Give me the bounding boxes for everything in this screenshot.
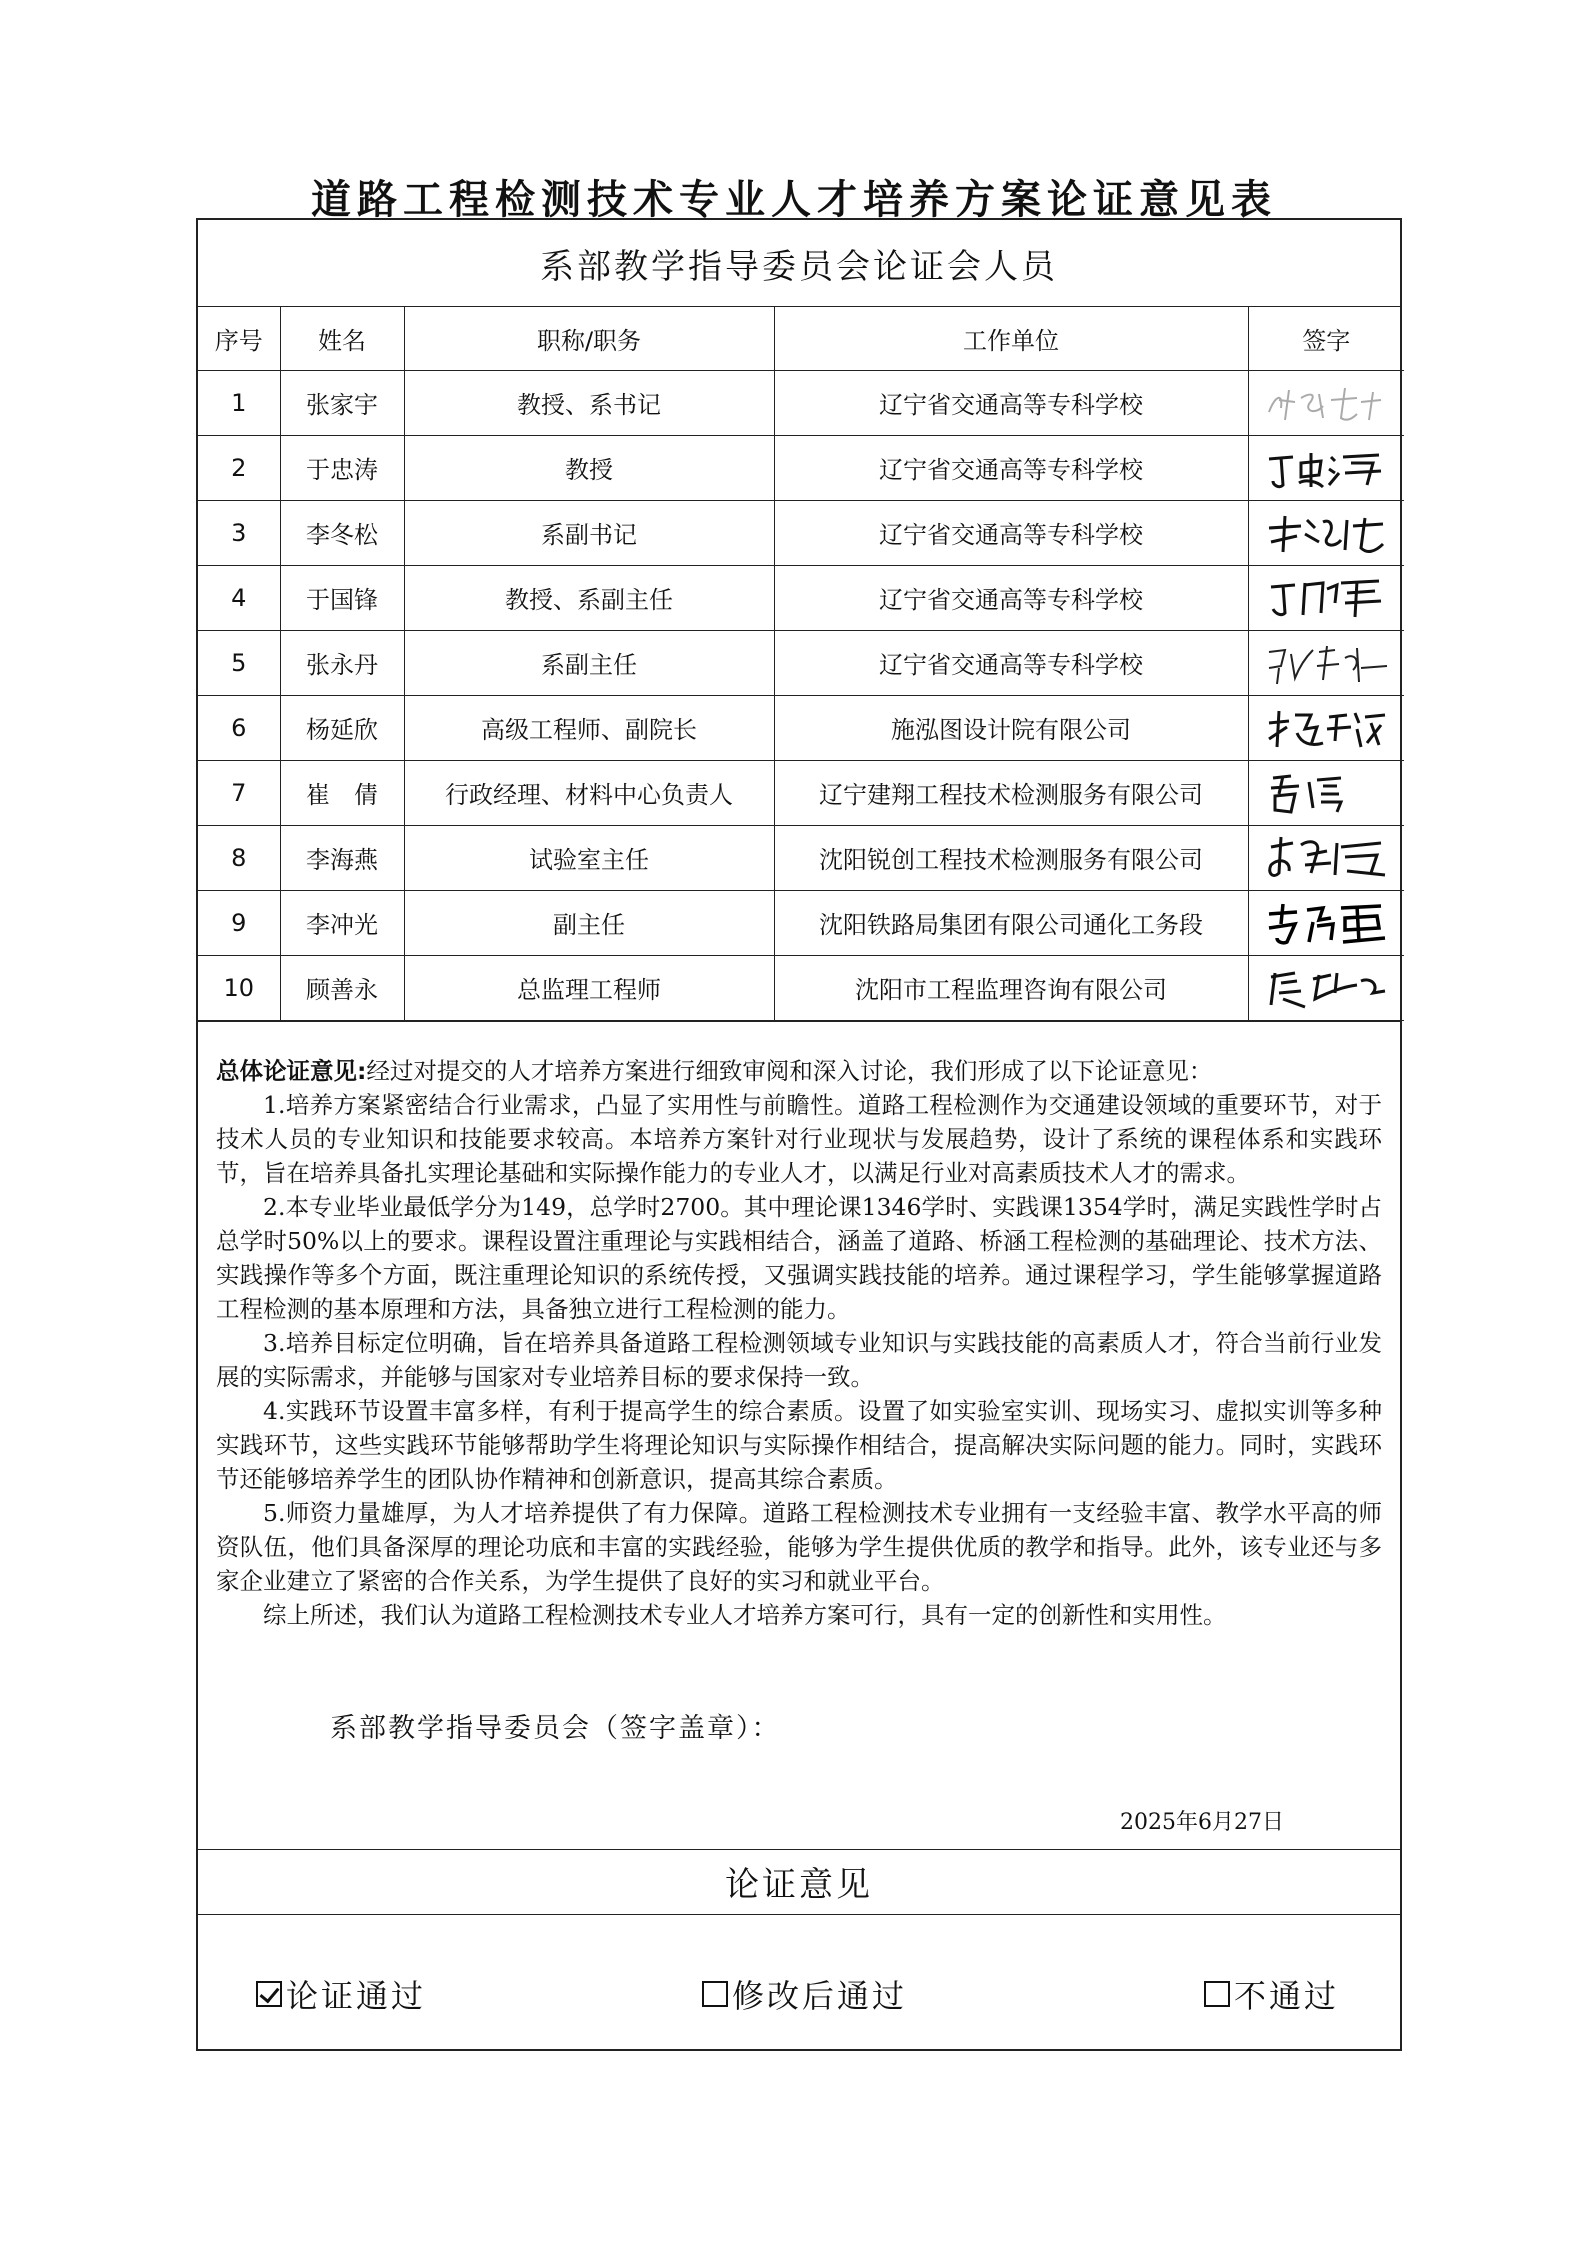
cell-name: 张永丹 xyxy=(280,630,404,695)
handwritten-signature xyxy=(1261,443,1391,493)
cell-name: 杨延欣 xyxy=(280,695,404,760)
table-row xyxy=(198,630,1404,695)
handwritten-signature xyxy=(1261,768,1391,818)
table-row xyxy=(198,760,1404,825)
cell-no: 6 xyxy=(198,695,280,760)
table-row xyxy=(198,565,1404,630)
handwritten-signature xyxy=(1261,963,1391,1013)
cell-title: 总监理工程师 xyxy=(404,955,774,1020)
table-row xyxy=(198,435,1404,500)
verdict-options xyxy=(198,1915,1400,2055)
cell-name: 李冲光 xyxy=(280,890,404,955)
cell-no: 4 xyxy=(198,565,280,630)
checkbox-icon[interactable] xyxy=(702,1981,728,2007)
table-row xyxy=(198,370,1404,435)
cell-name: 李海燕 xyxy=(280,825,404,890)
signature-cell xyxy=(1248,630,1404,695)
column-header: 工作单位 xyxy=(774,307,1248,370)
signature-cell xyxy=(1248,955,1404,1020)
opinion-intro xyxy=(216,1054,1382,1088)
opinion-point: 5.师资力量雄厚，为人才培养提供了有力保障。道路工程检测技术专业拥有一支经验丰富、教学水平高的师资队伍，他们具备深厚的理论功底和丰富的实践经验，能够为学生提供优质的教学和指导。此外，该专业还与多家企业建立了紧密的合作关系，为学生提供了良好的实习和就业平台。 xyxy=(216,1498,1382,1595)
cell-unit: 辽宁省交通高等专科学校 xyxy=(774,500,1248,565)
handwritten-signature xyxy=(1261,638,1391,688)
signature-cell xyxy=(1248,825,1404,890)
opinion-point: 2.本专业毕业最低学分为149，总学时2700。其中理论课1346学时、实践课1354学时，满足实践性学时占总学时50%以上的要求。课程设置注重理论与实践相结合，涵盖了道路、桥涵工程检测的基础理论、技术方法、实践操作等多个方面，既注重理论知识的系统传授，又强调实践技能的培养。通过课程学习，学生能够掌握道路工程检测的基本原理和方法，具备独立进行工程检测的能力。 xyxy=(216,1192,1382,1323)
option-rejected[interactable] xyxy=(1204,1971,1339,2017)
cell-title: 系副主任 xyxy=(404,630,774,695)
members-table xyxy=(198,307,1404,1021)
signature-cell xyxy=(1248,565,1404,630)
column-header: 姓名 xyxy=(280,307,404,370)
cell-no: 1 xyxy=(198,370,280,435)
cell-name: 于国锋 xyxy=(280,565,404,630)
cell-unit: 辽宁省交通高等专科学校 xyxy=(774,565,1248,630)
cell-no: 3 xyxy=(198,500,280,565)
column-header: 职称/职务 xyxy=(404,307,774,370)
signature-cell xyxy=(1248,370,1404,435)
cell-unit: 辽宁建翔工程技术检测服务有限公司 xyxy=(774,760,1248,825)
option-approved[interactable] xyxy=(256,1971,426,2017)
cell-no: 10 xyxy=(198,955,280,1020)
overall-opinion xyxy=(198,1021,1400,1849)
handwritten-signature xyxy=(1261,898,1391,948)
cell-unit: 沈阳市工程监理咨询有限公司 xyxy=(774,955,1248,1020)
cell-no: 2 xyxy=(198,435,280,500)
cell-title: 高级工程师、副院长 xyxy=(404,695,774,760)
committee-heading: 系部教学指导委员会论证会人员 xyxy=(198,220,1400,307)
cell-name: 张家宇 xyxy=(280,370,404,435)
checkbox-icon[interactable] xyxy=(1204,1981,1230,2007)
cell-unit: 辽宁省交通高等专科学校 xyxy=(774,630,1248,695)
table-row xyxy=(198,825,1404,890)
table-row xyxy=(198,500,1404,565)
option-label: 不通过 xyxy=(1234,1976,1340,2015)
cell-no: 8 xyxy=(198,825,280,890)
option-label: 论证通过 xyxy=(286,1976,427,2015)
cell-unit: 沈阳锐创工程技术检测服务有限公司 xyxy=(774,825,1248,890)
opinion-date: 2025年6月27日 xyxy=(1120,1809,1284,1835)
cell-title: 行政经理、材料中心负责人 xyxy=(404,760,774,825)
cell-name: 于忠涛 xyxy=(280,435,404,500)
opinion-point: 3.培养目标定位明确，旨在培养具备道路工程检测领域专业知识与实践技能的高素质人才，符合当前行业发展的实际需求，并能够与国家对专业培养目标的要求保持一致。 xyxy=(216,1328,1382,1391)
table-row xyxy=(198,955,1404,1020)
cell-title: 试验室主任 xyxy=(404,825,774,890)
opinion-point: 4.实践环节设置丰富多样，有利于提高学生的综合素质。设置了如实验室实训、现场实习、虚拟实训等多种实践环节，这些实践环节能够帮助学生将理论知识与实际操作相结合，提高解决实际问题的能力。同时，实践环节还能够培养学生的团队协作精神和创新意识，提高其综合素质。 xyxy=(216,1396,1382,1493)
option-approved-after-revision[interactable] xyxy=(702,1971,907,2017)
cell-name: 李冬松 xyxy=(280,500,404,565)
checked-checkbox-icon[interactable] xyxy=(256,1981,282,2007)
cell-name: 顾善永 xyxy=(280,955,404,1020)
table-header-row xyxy=(198,307,1404,370)
cell-no: 7 xyxy=(198,760,280,825)
table-row xyxy=(198,695,1404,760)
cell-title: 副主任 xyxy=(404,890,774,955)
signature-cell xyxy=(1248,435,1404,500)
verdict-heading: 论证意见 xyxy=(198,1849,1400,1915)
signature-cell xyxy=(1248,760,1404,825)
document-title: 道路工程检测技术专业人才培养方案论证意见表 xyxy=(311,177,1277,223)
opinion-conclusion: 综上所述，我们认为道路工程检测技术专业人才培养方案可行，具有一定的创新性和实用性。 xyxy=(263,1600,1227,1629)
committee-sign-label: 系部教学指导委员会（签字盖章）： xyxy=(330,1712,781,1744)
table-row xyxy=(198,890,1404,955)
handwritten-signature xyxy=(1261,833,1391,883)
cell-no: 5 xyxy=(198,630,280,695)
opinion-label: 总体论证意见: xyxy=(216,1056,367,1085)
signature-cell xyxy=(1248,890,1404,955)
form-frame xyxy=(196,218,1402,2051)
opinion-intro-text: 经过对提交的人才培养方案进行细致审阅和深入讨论，我们形成了以下论证意见： xyxy=(366,1056,1213,1085)
cell-title: 教授、系书记 xyxy=(404,370,774,435)
handwritten-signature xyxy=(1261,378,1391,428)
cell-unit: 辽宁省交通高等专科学校 xyxy=(774,435,1248,500)
signature-cell xyxy=(1248,695,1404,760)
cell-name: 崔 倩 xyxy=(280,760,404,825)
cell-unit: 施泓图设计院有限公司 xyxy=(774,695,1248,760)
signature-cell xyxy=(1248,500,1404,565)
option-label: 修改后通过 xyxy=(732,1976,908,2015)
cell-title: 教授、系副主任 xyxy=(404,565,774,630)
column-header: 序号 xyxy=(198,307,280,370)
handwritten-signature xyxy=(1261,703,1391,753)
cell-title: 系副书记 xyxy=(404,500,774,565)
handwritten-signature xyxy=(1261,508,1391,558)
handwritten-signature xyxy=(1261,573,1391,623)
column-header: 签字 xyxy=(1248,307,1404,370)
cell-unit: 沈阳铁路局集团有限公司通化工务段 xyxy=(774,890,1248,955)
cell-unit: 辽宁省交通高等专科学校 xyxy=(774,370,1248,435)
opinion-point: 1.培养方案紧密结合行业需求，凸显了实用性与前瞻性。道路工程检测作为交通建设领域的重要环节，对于技术人员的专业知识和技能要求较高。本培养方案针对行业现状与发展趋势，设计了系统的课程体系和实践环节，旨在培养具备扎实理论基础和实际操作能力的专业人才，以满足行业对高素质技术人才的需求。 xyxy=(216,1090,1382,1187)
cell-no: 9 xyxy=(198,890,280,955)
cell-title: 教授 xyxy=(404,435,774,500)
